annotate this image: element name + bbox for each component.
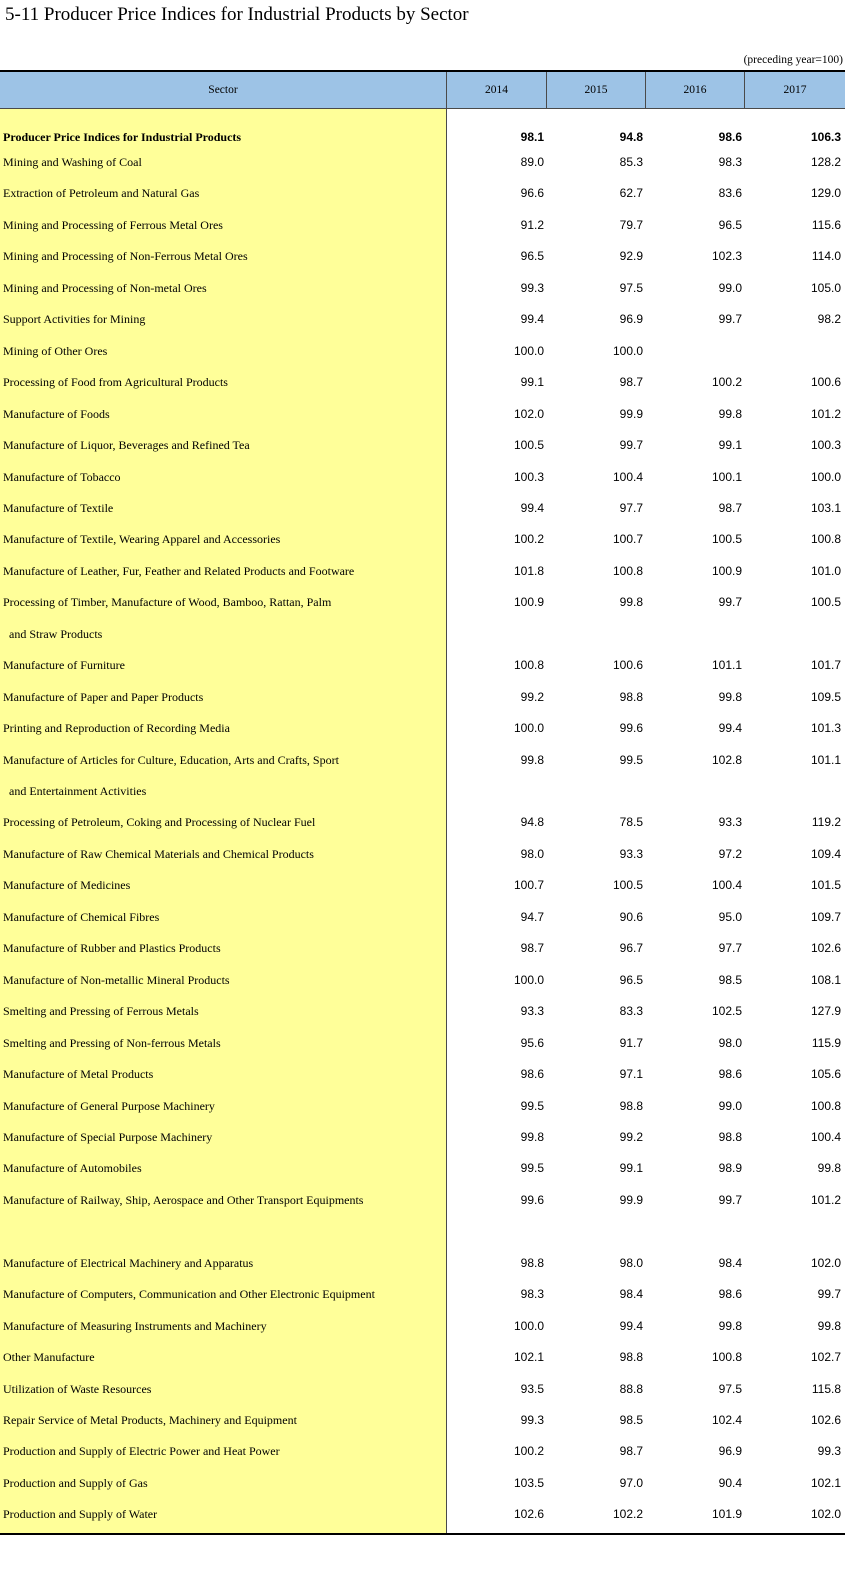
value-cell-2014: 96.6: [520, 186, 544, 200]
table-row: [0, 1473, 845, 1493]
sector-label: Producer Price Indices for Industrial Products: [3, 130, 242, 144]
sector-label: Smelting and Pressing of Ferrous Metals: [3, 1004, 199, 1018]
sector-label: Mining of Other Ores: [3, 344, 108, 358]
value-cell-2017: 100.8: [810, 532, 841, 546]
value-cell-2015: 90.6: [619, 910, 643, 924]
value-cell-2016: 102.5: [711, 1004, 742, 1018]
value-cell-2014: 99.5: [520, 1099, 544, 1113]
table-row: [0, 1190, 845, 1210]
value-cell-2017: 100.5: [810, 595, 841, 609]
value-cell-2017: 100.4: [810, 1130, 841, 1144]
value-cell-2015: 100.6: [612, 658, 643, 672]
value-cell-2015: 100.7: [612, 532, 643, 546]
value-cell-2016: 97.5: [718, 1382, 742, 1396]
value-cell-2017: 106.3: [810, 130, 841, 144]
value-cell-2014: 99.5: [520, 1161, 544, 1175]
value-cell-2017: 101.2: [810, 407, 841, 421]
value-cell-2016: 98.9: [718, 1161, 742, 1175]
value-cell-2016: 99.0: [718, 281, 742, 295]
table-row: [0, 655, 845, 675]
value-cell-2016: 100.8: [711, 1350, 742, 1364]
table-row: [0, 215, 845, 235]
table-row: [0, 467, 845, 487]
sector-label: Manufacture of Railway, Ship, Aerospace and Other Transport Equipments: [3, 1193, 364, 1207]
sector-label: Support Activities for Mining: [3, 312, 146, 326]
table-row: [0, 1316, 845, 1336]
sector-label-continuation: and Straw Products: [9, 627, 103, 641]
column-header-sector: Sector: [208, 84, 238, 96]
value-cell-2016: 101.1: [711, 658, 742, 672]
value-cell-2017: 108.1: [810, 973, 841, 987]
value-cell-2015: 99.8: [619, 595, 643, 609]
value-cell-2017: 99.7: [817, 1287, 841, 1301]
table-row: [0, 1410, 845, 1430]
value-cell-2017: 99.8: [817, 1161, 841, 1175]
value-cell-2014: 100.9: [513, 595, 544, 609]
value-cell-2017: 128.2: [810, 155, 841, 169]
value-cell-2017: 102.7: [810, 1350, 841, 1364]
value-cell-2016: 90.4: [718, 1476, 742, 1490]
table-row: [0, 152, 845, 172]
value-cell-2017: 105.6: [810, 1067, 841, 1081]
value-cell-2015: 100.4: [612, 470, 643, 484]
value-cell-2014: 93.3: [520, 1004, 544, 1018]
table-row: [0, 529, 845, 549]
value-cell-2014: 96.5: [520, 249, 544, 263]
sector-label: Manufacture of Metal Products: [3, 1067, 154, 1081]
sector-label: Manufacture of Paper and Paper Products: [3, 690, 204, 704]
sector-label: Manufacture of Leather, Fur, Feather and Related Products and Footware: [3, 564, 355, 578]
table-row: [0, 404, 845, 424]
value-cell-2015: 85.3: [619, 155, 643, 169]
sector-label: Processing of Timber, Manufacture of Wood, Bamboo, Rattan, Palm: [3, 595, 332, 609]
value-cell-2016: 99.7: [718, 1193, 742, 1207]
value-cell-2017: 109.5: [810, 690, 841, 704]
sector-label: Manufacture of Foods: [3, 407, 110, 421]
value-cell-2014: 99.8: [520, 753, 544, 767]
value-cell-2017: 109.4: [810, 847, 841, 861]
value-cell-2017: 102.1: [810, 1476, 841, 1490]
sector-label: Manufacture of Automobiles: [3, 1161, 142, 1175]
sector-label: Manufacture of General Purpose Machinery: [3, 1099, 215, 1113]
sector-label: Other Manufacture: [3, 1350, 95, 1364]
sector-label: Processing of Petroleum, Coking and Processing of Nuclear Fuel: [3, 815, 316, 829]
value-cell-2015: 100.0: [612, 344, 643, 358]
value-cell-2017: 115.9: [811, 1036, 841, 1050]
value-cell-2015: 99.7: [619, 438, 643, 452]
sector-label: Manufacture of Rubber and Plastics Products: [3, 941, 221, 955]
table-row: [0, 1033, 845, 1053]
value-cell-2017: 98.2: [817, 312, 841, 326]
value-cell-2014: 103.5: [513, 1476, 544, 1490]
value-cell-2015: 99.5: [619, 753, 643, 767]
table-row: [0, 498, 845, 518]
value-cell-2016: 100.1: [711, 470, 742, 484]
value-cell-2016: 99.8: [718, 690, 742, 704]
value-cell-2017: [751, 341, 841, 361]
value-cell-2015: 96.7: [619, 941, 643, 955]
sector-label: Manufacture of Furniture: [3, 658, 125, 672]
value-cell-2017: 102.0: [810, 1256, 841, 1270]
value-cell-2017: 100.0: [810, 470, 841, 484]
value-cell-2016: 95.0: [718, 910, 742, 924]
table-row: [0, 844, 845, 864]
value-cell-2014: 98.3: [520, 1287, 544, 1301]
table-row: [0, 1127, 845, 1147]
value-cell-2017: 101.7: [810, 658, 841, 672]
value-cell-2014: 100.2: [513, 532, 544, 546]
value-cell-2017: 103.1: [810, 501, 841, 515]
value-cell-2014: 99.8: [520, 1130, 544, 1144]
table-row: [0, 127, 845, 147]
value-cell-2017: 99.3: [817, 1444, 841, 1458]
value-cell-2017: 127.9: [810, 1004, 841, 1018]
value-cell-2017: 105.0: [810, 281, 841, 295]
table-row: [0, 1441, 845, 1461]
table-row-continuation: [0, 781, 845, 801]
value-cell-2014: 100.0: [513, 973, 544, 987]
value-cell-2016: 98.3: [718, 155, 742, 169]
value-cell-2015: 62.7: [619, 186, 643, 200]
value-cell-2014: 91.2: [520, 218, 544, 232]
value-cell-2014: 98.8: [520, 1256, 544, 1270]
table-row: [0, 341, 845, 361]
value-cell-2016: 100.2: [711, 375, 742, 389]
sector-label: Manufacture of Special Purpose Machinery: [3, 1130, 213, 1144]
sector-label: Manufacture of Tobacco: [3, 470, 121, 484]
value-cell-2015: 78.5: [619, 815, 643, 829]
sector-label: Mining and Processing of Non-Ferrous Metal Ores: [3, 249, 248, 263]
value-cell-2016: 98.4: [718, 1256, 742, 1270]
value-cell-2016: 102.8: [711, 753, 742, 767]
value-cell-2014: 98.0: [520, 847, 544, 861]
value-cell-2016: 97.7: [718, 941, 742, 955]
value-cell-2014: 95.6: [520, 1036, 544, 1050]
value-cell-2014: 99.2: [520, 690, 544, 704]
value-cell-2016: 98.8: [718, 1130, 742, 1144]
value-cell-2017: 99.8: [817, 1319, 841, 1333]
value-cell-2014: 98.1: [520, 130, 544, 144]
sector-label: Production and Supply of Water: [3, 1507, 158, 1521]
column-header-2015: 2015: [584, 84, 608, 96]
value-cell-2015: 98.0: [619, 1256, 643, 1270]
value-cell-2015: 98.4: [619, 1287, 643, 1301]
value-cell-2014: 99.3: [520, 1413, 544, 1427]
value-cell-2016: 98.6: [718, 130, 742, 144]
value-cell-2015: 97.7: [619, 501, 643, 515]
value-cell-2016: 99.8: [718, 1319, 742, 1333]
column-header-2017: 2017: [783, 84, 807, 96]
sector-label: Production and Supply of Electric Power and Heat Power: [3, 1444, 280, 1458]
value-cell-2015: 99.2: [619, 1130, 643, 1144]
value-cell-2014: 98.7: [520, 941, 544, 955]
value-cell-2016: 99.7: [718, 312, 742, 326]
sector-label: Utilization of Waste Resources: [3, 1382, 152, 1396]
value-cell-2017: 101.3: [810, 721, 841, 735]
value-cell-2015: 99.9: [619, 1193, 643, 1207]
value-cell-2014: 102.0: [513, 407, 544, 421]
value-cell-2015: 100.8: [612, 564, 643, 578]
value-cell-2014: 99.3: [520, 281, 544, 295]
value-cell-2017: 115.6: [811, 218, 841, 232]
table-row: [0, 970, 845, 990]
value-cell-2017: 129.0: [810, 186, 841, 200]
value-cell-2016: 100.9: [711, 564, 742, 578]
value-cell-2016: 99.8: [718, 407, 742, 421]
value-cell-2017: 100.3: [810, 438, 841, 452]
page-title: 5-11 Producer Price Indices for Industrial Products by Sector: [5, 4, 469, 25]
value-cell-2015: 97.0: [619, 1476, 643, 1490]
sector-label: Processing of Food from Agricultural Products: [3, 375, 228, 389]
sector-label: Manufacture of Textile, Wearing Apparel and Accessories: [3, 532, 281, 546]
sector-label: Manufacture of Raw Chemical Materials and Chemical Products: [3, 847, 314, 861]
table-row: [0, 1001, 845, 1021]
value-cell-2015: 92.9: [619, 249, 643, 263]
sector-label: Smelting and Pressing of Non-ferrous Metals: [3, 1036, 221, 1050]
table-row: [0, 592, 845, 612]
table-row: [0, 309, 845, 329]
value-cell-2014: 98.6: [520, 1067, 544, 1081]
value-cell-2016: 99.7: [718, 595, 742, 609]
table-row: [0, 1064, 845, 1084]
value-cell-2014: 101.8: [513, 564, 544, 578]
value-cell-2014: 94.8: [520, 815, 544, 829]
value-cell-2015: 94.8: [619, 130, 643, 144]
value-cell-2014: 100.0: [513, 1319, 544, 1333]
value-cell-2016: 102.3: [711, 249, 742, 263]
sector-label: Printing and Reproduction of Recording Media: [3, 721, 230, 735]
value-cell-2014: 102.1: [513, 1350, 544, 1364]
table-row: [0, 372, 845, 392]
sector-label-continuation: and Entertainment Activities: [9, 784, 147, 798]
value-cell-2014: 100.8: [513, 658, 544, 672]
value-cell-2014: 100.0: [513, 721, 544, 735]
table-row: [0, 246, 845, 266]
value-cell-2014: 94.7: [520, 910, 544, 924]
table-row: [0, 718, 845, 738]
value-cell-2017: 101.0: [810, 564, 841, 578]
table-header: [0, 72, 845, 109]
value-cell-2016: 101.9: [711, 1507, 742, 1521]
sector-label: Manufacture of Electrical Machinery and Apparatus: [3, 1256, 254, 1270]
value-cell-2015: 98.8: [619, 690, 643, 704]
sector-label: Mining and Washing of Coal: [3, 155, 142, 169]
value-cell-2015: 93.3: [619, 847, 643, 861]
value-cell-2016: 97.2: [718, 847, 742, 861]
value-cell-2014: 100.7: [513, 878, 544, 892]
value-cell-2015: 102.2: [612, 1507, 643, 1521]
table-row: [0, 907, 845, 927]
value-cell-2015: 99.1: [619, 1161, 643, 1175]
value-cell-2015: 91.7: [619, 1036, 643, 1050]
value-cell-2016: 98.5: [718, 973, 742, 987]
table-row: [0, 750, 845, 770]
value-cell-2016: 98.6: [718, 1067, 742, 1081]
unit-note: (preceding year=100): [743, 54, 843, 66]
table-row: [0, 687, 845, 707]
sector-label: Repair Service of Metal Products, Machinery and Equipment: [3, 1413, 297, 1427]
value-cell-2015: 97.1: [619, 1067, 643, 1081]
value-cell-2017: 101.2: [810, 1193, 841, 1207]
table-row-continuation: [0, 624, 845, 644]
value-cell-2015: 98.5: [619, 1413, 643, 1427]
value-cell-2015: 98.8: [619, 1099, 643, 1113]
table-row: [0, 1096, 845, 1116]
bottom-rule: [0, 1533, 845, 1535]
table-row: [0, 278, 845, 298]
value-cell-2015: 83.3: [619, 1004, 643, 1018]
value-cell-2016: 100.4: [711, 878, 742, 892]
sector-label: Manufacture of Liquor, Beverages and Refined Tea: [3, 438, 250, 452]
value-cell-2015: 99.4: [619, 1319, 643, 1333]
value-cell-2017: 109.7: [810, 910, 841, 924]
sector-label: Manufacture of Articles for Culture, Education, Arts and Crafts, Sport: [3, 753, 339, 767]
table-row: [0, 1379, 845, 1399]
sector-label: Manufacture of Measuring Instruments and Machinery: [3, 1319, 267, 1333]
table-row: [0, 183, 845, 203]
column-header-2016: 2016: [683, 84, 707, 96]
value-cell-2016: 98.7: [718, 501, 742, 515]
value-cell-2014: 93.5: [520, 1382, 544, 1396]
value-cell-2015: 99.9: [619, 407, 643, 421]
value-cell-2014: 99.1: [520, 375, 544, 389]
value-cell-2016: 96.5: [718, 218, 742, 232]
value-cell-2015: 96.9: [619, 312, 643, 326]
value-cell-2017: 102.0: [810, 1507, 841, 1521]
value-cell-2016: 93.3: [718, 815, 742, 829]
table-row: [0, 875, 845, 895]
value-cell-2014: 100.0: [513, 344, 544, 358]
value-cell-2014: 100.2: [513, 1444, 544, 1458]
value-cell-2015: 98.7: [619, 375, 643, 389]
value-cell-2014: 100.3: [513, 470, 544, 484]
sector-label: Production and Supply of Gas: [3, 1476, 148, 1490]
value-cell-2017: 119.2: [811, 815, 841, 829]
value-cell-2014: 102.6: [513, 1507, 544, 1521]
value-cell-2015: 99.6: [619, 721, 643, 735]
value-cell-2014: 99.6: [520, 1193, 544, 1207]
value-cell-2016: [652, 341, 742, 361]
value-cell-2014: 100.5: [513, 438, 544, 452]
table-row: [0, 938, 845, 958]
value-cell-2017: 114.0: [811, 249, 841, 263]
value-cell-2015: 79.7: [619, 218, 643, 232]
value-cell-2016: 102.4: [711, 1413, 742, 1427]
value-cell-2016: 99.4: [718, 721, 742, 735]
sector-label: Mining and Processing of Ferrous Metal Ores: [3, 218, 223, 232]
value-cell-2014: 99.4: [520, 501, 544, 515]
table-row: [0, 1158, 845, 1178]
value-cell-2014: 89.0: [520, 155, 544, 169]
sector-label: Mining and Processing of Non-metal Ores: [3, 281, 207, 295]
value-cell-2016: 98.0: [718, 1036, 742, 1050]
table-row: [0, 1253, 845, 1273]
value-cell-2016: 99.0: [718, 1099, 742, 1113]
table-row: [0, 1504, 845, 1524]
value-cell-2017: 101.1: [810, 753, 841, 767]
sector-label: Manufacture of Medicines: [3, 878, 131, 892]
value-cell-2016: 98.6: [718, 1287, 742, 1301]
table-row: [0, 812, 845, 832]
value-cell-2016: 99.1: [718, 438, 742, 452]
sector-label: Manufacture of Textile: [3, 501, 114, 515]
sector-label: Extraction of Petroleum and Natural Gas: [3, 186, 200, 200]
value-cell-2017: 115.8: [811, 1382, 841, 1396]
value-cell-2016: 100.5: [711, 532, 742, 546]
sector-label: Manufacture of Computers, Communication and Other Electronic Equipment: [3, 1287, 375, 1301]
sector-label: Manufacture of Chemical Fibres: [3, 910, 160, 924]
value-cell-2015: 100.5: [612, 878, 643, 892]
value-cell-2014: 99.4: [520, 312, 544, 326]
value-cell-2016: 83.6: [718, 186, 742, 200]
value-cell-2017: 102.6: [810, 1413, 841, 1427]
value-cell-2015: 88.8: [619, 1382, 643, 1396]
value-cell-2015: 98.8: [619, 1350, 643, 1364]
value-cell-2015: 98.7: [619, 1444, 643, 1458]
value-cell-2017: 100.8: [810, 1099, 841, 1113]
value-cell-2015: 96.5: [619, 973, 643, 987]
table-row: [0, 561, 845, 581]
value-cell-2015: 97.5: [619, 281, 643, 295]
value-cell-2017: 101.5: [810, 878, 841, 892]
sector-label: Manufacture of Non-metallic Mineral Products: [3, 973, 230, 987]
column-header-2014: 2014: [485, 84, 508, 96]
table-row: [0, 1284, 845, 1304]
table-row: [0, 435, 845, 455]
value-cell-2017: 100.6: [810, 375, 841, 389]
value-cell-2017: 102.6: [810, 941, 841, 955]
table-row: [0, 1347, 845, 1367]
value-cell-2016: 96.9: [718, 1444, 742, 1458]
